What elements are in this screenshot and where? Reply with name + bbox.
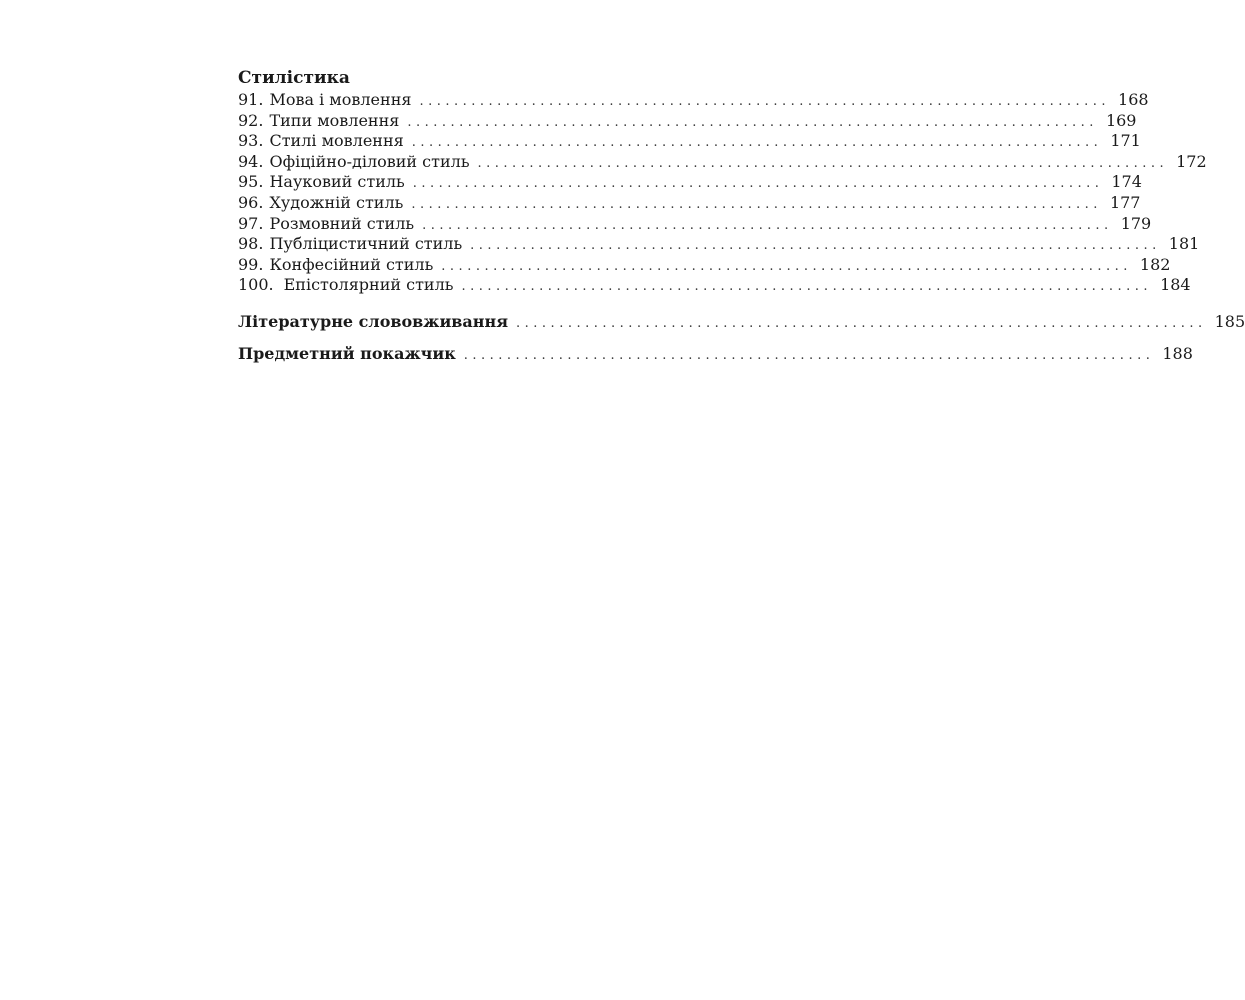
toc-entry-subject-index[interactable] [238,342,1193,366]
entry-page: 184 [1160,275,1191,295]
entry-number: 92. [238,110,264,130]
dot-leader: ................................................................................ [516,315,1207,331]
dot-leader: ................................................................................ [407,114,1098,130]
entry-page: 188 [1162,343,1193,363]
entry-page: 171 [1110,131,1141,151]
entry-title: Науковий стиль [269,172,405,192]
entry-title: Мова і мовлення [269,90,412,109]
dot-leader: ................................................................................ [411,135,1103,151]
entry-number: 96. [238,192,264,212]
toc-entry[interactable] [238,234,1200,255]
entry-page: 177 [1109,192,1141,212]
entry-page: 181 [1168,234,1200,254]
dot-leader: ................................................................................ [411,196,1102,212]
entry-page: 182 [1139,254,1171,274]
section-title: Стилістика [238,68,350,88]
table-of-contents [238,66,1245,366]
dot-leader: ................................................................................ [470,238,1161,254]
dot-leader: ................................................................................ [412,176,1104,192]
entry-page: 174 [1111,172,1142,192]
entry-number: 94. [238,151,264,171]
entry-title: Художній стиль [269,192,404,212]
entry-number: 100. [238,275,274,295]
entry-number: 95. [238,172,264,192]
toc-entry[interactable] [238,192,1141,214]
dot-leader: ................................................................................ [477,155,1169,171]
entry-page: 169 [1105,110,1137,130]
entry-number: 98. [238,234,264,254]
dot-leader: ................................................................................ [419,94,1111,109]
dot-leader: ................................................................................ [422,217,1113,233]
entry-page: 172 [1176,151,1207,171]
toc-entry[interactable] [238,151,1207,173]
entry-number: 97. [238,213,264,233]
dot-leader: ................................................................................ [461,279,1153,295]
entry-title: Типи мовлення [269,110,400,130]
toc-entry[interactable] [238,110,1137,132]
toc-entry-literary-usage[interactable] [238,310,1245,334]
toc-entry[interactable] [238,90,1149,111]
entry-page: 179 [1120,213,1152,233]
toc-entry[interactable] [238,275,1191,296]
entry-title: Літературне слововживання [238,311,509,331]
dot-leader: ................................................................................ [463,347,1155,363]
toc-entry[interactable] [238,172,1142,193]
dot-leader: ................................................................................ [441,258,1132,274]
toc-entry[interactable] [238,213,1152,235]
entry-title: Конфесійний стиль [269,254,434,274]
entry-page: 168 [1118,90,1149,109]
entry-title: Стилі мовлення [269,131,404,151]
entry-page: 185 [1214,311,1245,331]
entry-title: Офіційно-діловий стиль [269,151,470,171]
entry-title: Публіцистичний стиль [269,234,463,254]
entry-number: 91. [238,90,264,109]
toc-entry[interactable] [238,131,1141,152]
entry-title: Предметний покажчик [238,343,456,363]
entry-number: 93. [238,131,264,151]
entry-title: Епістолярний стиль [283,275,454,295]
toc-entry[interactable] [238,254,1171,276]
entry-number: 99. [238,254,264,274]
entry-title: Розмовний стиль [269,213,415,233]
